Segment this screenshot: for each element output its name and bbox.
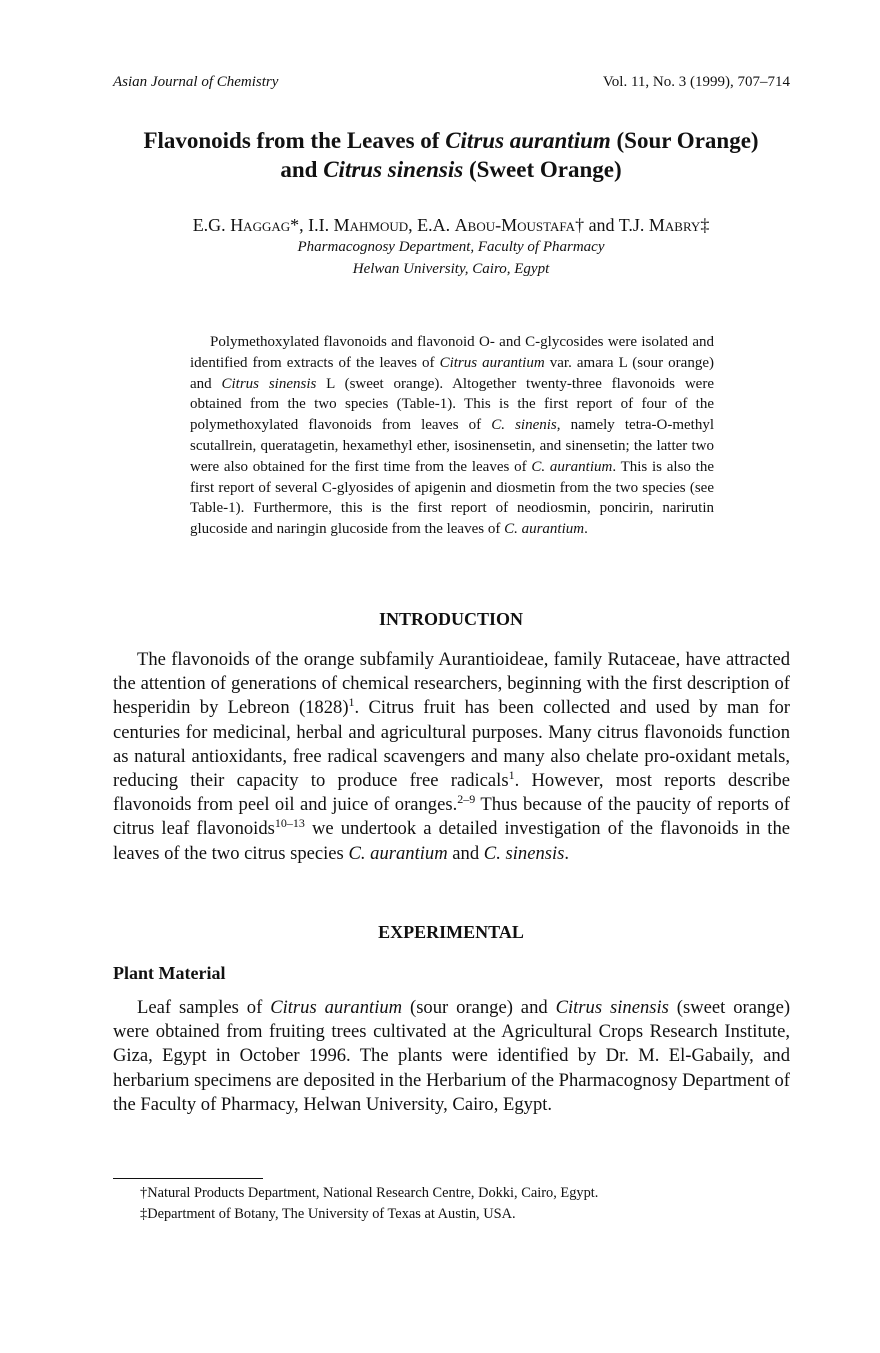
body-text: Thus because of the paucity of reports of citrus leaf flavonoids	[113, 794, 790, 840]
abstract-text: Polymethoxylated flavonoids and flavonoid O- and C-glycosides were isolated and identified from extracts of the leaves of	[190, 334, 714, 371]
abstract-text: . This is also the first report of several C-glyosides of apigenin and diosmetin from the two species (see Table-1). Furthermore, this is the first report of neodiosmin, poncirin, narirutin glucoside and naringin glucoside from the leaves of	[190, 458, 714, 538]
abstract-species: Citrus sinensis	[221, 375, 317, 392]
abstract	[190, 332, 714, 540]
title-species: Citrus aurantium	[445, 128, 611, 153]
citation-ref: 10–13	[274, 816, 305, 831]
body-text: (sweet orange) were obtained from fruiting trees cultivated at the Agricultural Crops Research Institute, Giza, Egypt in October 1996. The plants were identified by Dr. M. El-Gabaily, and herbarium specimens are deposited in the Herbarium of the Pharmacognosy Department of the Faculty of Pharmacy, Helwan University, Cairo, Egypt.	[113, 997, 791, 1115]
footnote: †Natural Products Department, National Research Centre, Dokki, Cairo, Egypt.	[140, 1185, 599, 1201]
abstract-text: L (sweet orange). Altogether twenty-three flavonoids were obtained from the two species (Table-1). This is the first report of four of the polymethoxylated flavonoids from leaves of	[190, 375, 714, 434]
body-text: The flavonoids of the orange subfamily Aurantioideae, family Rutaceae, have attracted the attention of generations of chemical researchers, beginning with the first description of hesperidin by Lebreon (1828)	[113, 649, 790, 719]
body-text: and	[447, 842, 484, 864]
title-part: (Sour Orange)	[610, 128, 759, 153]
citation-ref: 1	[348, 695, 355, 710]
citation-ref: 2–9	[457, 792, 476, 807]
title-part: and	[280, 157, 324, 182]
author-name: Haggag	[230, 215, 291, 235]
plant-material-paragraph	[113, 996, 790, 1117]
journal-name: Asian Journal of Chemistry	[113, 74, 279, 90]
body-text: Leaf samples of	[137, 997, 271, 1018]
author-name: Mabry	[648, 215, 701, 235]
author-initials: E.G.	[192, 215, 231, 235]
author-initials: T.J.	[618, 215, 649, 235]
footnote: ‡Department of Botany, The University of Texas at Austin, USA.	[140, 1206, 516, 1222]
plant-material-heading: Plant Material	[113, 963, 226, 983]
title-part: (Sweet Orange)	[463, 157, 622, 182]
introduction-paragraph	[113, 648, 790, 866]
abstract-text: .	[584, 521, 588, 538]
author-mark: † and	[575, 215, 619, 235]
body-text: we undertook a detailed investigation of the flavonoids in the leaves of the two citrus species	[113, 818, 790, 864]
body-text: (sour orange) and	[402, 997, 556, 1018]
author-name: Abou-Moustafa	[454, 215, 576, 235]
citation-ref: 1	[508, 768, 515, 783]
author-name: Mahmoud	[333, 215, 409, 235]
author-list	[80, 215, 822, 236]
abstract-species: C. aurantium	[504, 521, 585, 538]
body-text: .	[564, 842, 570, 864]
author-mark: *,	[290, 215, 309, 235]
body-text: . Citrus fruit has been collected and used by man for centuries for medicinal, herbal and agricultural purposes. Many citrus flavonoids function as natural antioxidants, free radical scavengers and many also chelate pro-oxidant metals, reducing their capacity to produce free radicals	[113, 697, 790, 792]
abstract-text: , namely tetra-O-methyl scutallrein, queratagetin, hexamethyl ether, isosinensetin, and sinensetin; the latter two were also obtained for the first time from the leaves of	[190, 417, 714, 475]
introduction-heading: INTRODUCTION	[378, 609, 524, 629]
author-initials: E.A.	[417, 215, 455, 235]
paper-title	[80, 126, 822, 184]
title-part: Flavonoids from the Leaves of	[143, 128, 446, 153]
abstract-text: var. amara L (sour orange) and	[190, 354, 714, 392]
body-text: . However, most reports describe flavonoids from peel oil and juice of oranges.	[113, 770, 790, 816]
author-separator: ,	[408, 215, 418, 235]
title-species: Citrus sinensis	[323, 157, 464, 182]
abstract-species: C. aurantium	[531, 458, 613, 475]
affiliation-line: Helwan University, Cairo, Egypt	[352, 261, 550, 277]
author-mark: ‡	[700, 215, 710, 235]
experimental-heading: EXPERIMENTAL	[378, 922, 524, 942]
abstract-species: C. sinenis	[491, 417, 557, 434]
species-name: C. aurantium	[348, 842, 448, 864]
author-initials: I.I.	[308, 215, 334, 235]
affiliation-line: Pharmacognosy Department, Faculty of Pharmacy	[297, 239, 605, 255]
species-name: C. sinensis	[483, 842, 565, 864]
species-name: Citrus sinensis	[555, 997, 669, 1018]
species-name: Citrus aurantium	[270, 997, 403, 1018]
abstract-species: Citrus aurantium	[439, 354, 545, 371]
footnote-rule	[113, 1178, 263, 1179]
volume-info: Vol. 11, No. 3 (1999), 707–714	[602, 74, 790, 90]
